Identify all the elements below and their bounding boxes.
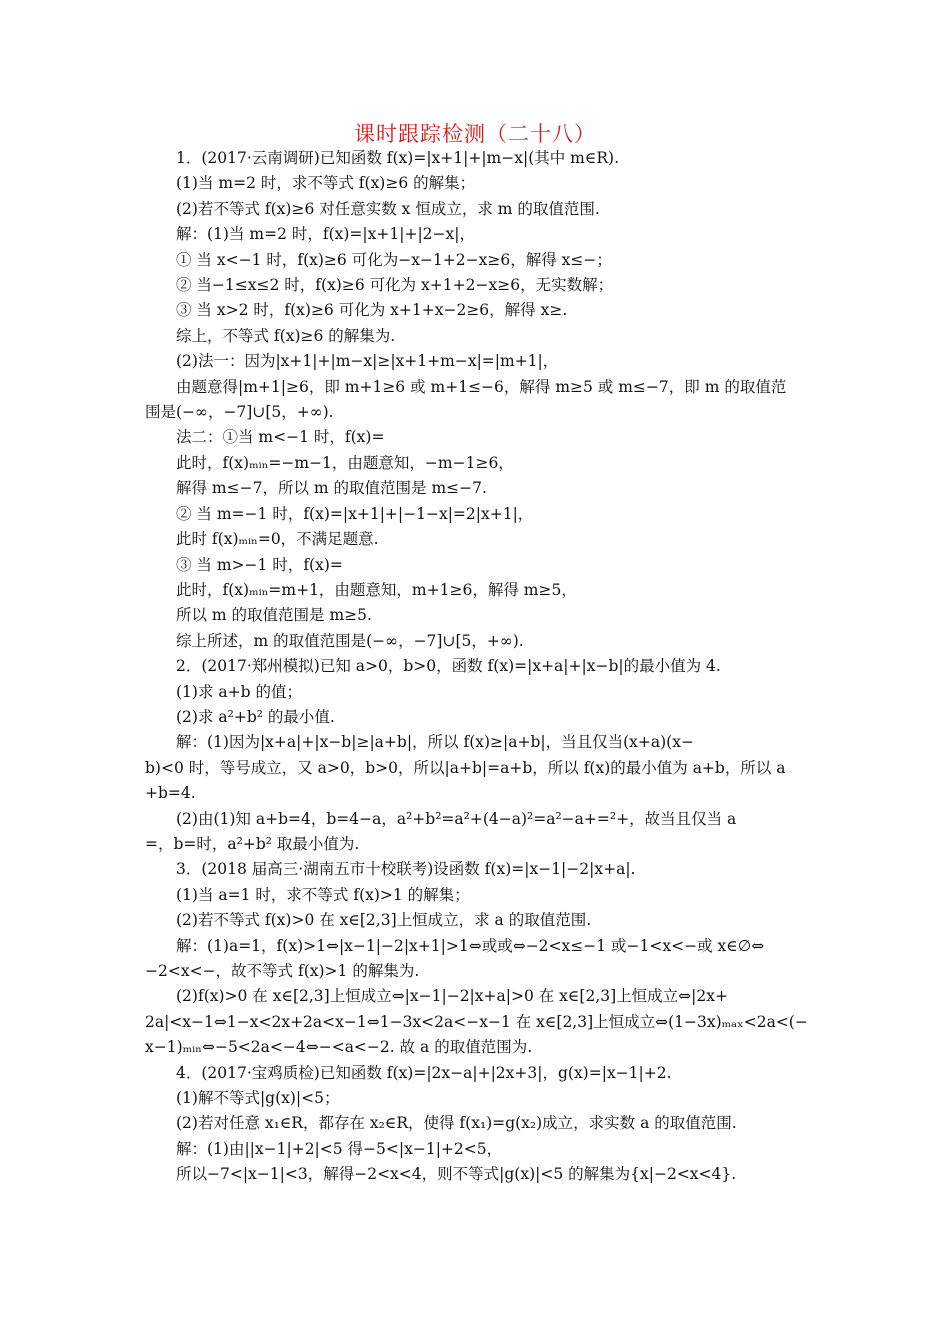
solution-line: (2)由(1)知 a+b=4，b=4−a，a²+b²=a²+(4−a)²=a²−a+=²+，故当且仅当 a (176, 809, 737, 828)
problem-2-part-1: (1)求 a+b 的值； (176, 682, 302, 701)
problem-4-part-1: (1)解不等式|g(x)|<5； (176, 1089, 340, 1108)
problem-2-statement: 2．(2017·郑州模拟)已知 a>0，b>0，函数 f(x)=|x+a|+|x−b|的最小值为 4. (176, 657, 721, 676)
solution-line: 由题意得|m+1|≥6，即 m+1≥6 或 m+1≤−6，解得 m≥5 或 m≤−7，即 m 的取值范 (176, 377, 787, 396)
problem-1-statement: 1．(2017·云南调研)已知函数 f(x)=|x+1|+|m−x|(其中 m∈R). (176, 149, 619, 167)
problem-1-part-2: (2)若不等式 f(x)≥6 对任意实数 x 恒成立，求 m 的取值范围. (176, 199, 600, 218)
solution-line: 解：(1)当 m=2 时，f(x)=|x+1|+|2−x|， (176, 225, 475, 244)
solution-line: =，b=时，a²+b² 取最小值为. (145, 834, 360, 853)
solution-line: x−1)ₘᵢₙ⇔−5<2a<−4⇔−<a<−2. 故 a 的取值范围为. (145, 1038, 533, 1057)
solution-line: 此时 f(x)ₘᵢₙ=0，不满足题意. (176, 530, 379, 549)
solution-line: 解得 m≤−7，所以 m 的取值范围是 m≤−7. (176, 479, 487, 498)
solution-line: ③ 当 x>2 时，f(x)≥6 可化为 x+1+x−2≥6，解得 x≥. (176, 301, 568, 320)
solution-line: 围是(−∞，−7]∪[5，+∞). (145, 403, 334, 422)
solution-line: 此时，f(x)ₘᵢₙ=−m−1，由题意知，−m−1≥6， (176, 453, 514, 472)
problem-3-part-2: (2)若不等式 f(x)>0 在 x∈[2,3]上恒成立，求 a 的取值范围. (176, 911, 592, 930)
problem-3-statement: 3．(2018 届高三·湖南五市十校联考)设函数 f(x)=|x−1|−2|x+a|. (176, 860, 636, 879)
solution-line: (2)法一：因为|x+1|+|m−x|≥|x+1+m−x|=|m+1|， (176, 352, 559, 371)
solution-line: 所以 m 的取值范围是 m≥5. (176, 606, 372, 625)
solution-line: 所以−7<|x−1|<3，解得−2<x<4，则不等式|g(x)|<5 的解集为{x|−2<x<4}. (176, 1165, 737, 1184)
solution-line: 综上所述，m 的取值范围是(−∞，−7]∪[5，+∞). (176, 631, 524, 650)
solution-line: (2)f(x)>0 在 x∈[2,3]上恒成立⇔|x−1|−2|x+a|>0 在 x∈[2,3]上恒成立⇔|2x+ (176, 987, 728, 1006)
solution-line: 此时，f(x)ₘᵢₙ=m+1，由题意知，m+1≥6，解得 m≥5， (176, 580, 577, 599)
problem-4-part-2: (2)若对任意 x₁∈R，都存在 x₂∈R，使得 f(x₁)=g(x₂)成立，求实数 a 的取值范围. (176, 1114, 737, 1133)
solution-line: ③ 当 m>−1 时，f(x)= (176, 555, 343, 574)
solution-line: +b=4. (145, 784, 196, 803)
solution-line: ① 当 x<−1 时，f(x)≥6 可化为−x−1+2−x≥6，解得 x≤−； (176, 250, 612, 269)
solution-line: ② 当−1≤x≤2 时，f(x)≥6 可化为 x+1+2−x≥6，无实数解； (176, 276, 614, 295)
solution-line: 解：(1)由||x−1|+2|<5 得−5<|x−1|+2<5， (176, 1139, 503, 1158)
problem-1-part-1: (1)当 m=2 时，求不等式 f(x)≥6 的解集； (176, 174, 476, 193)
solution-line: −2<x<−，故不等式 f(x)>1 的解集为. (145, 962, 420, 980)
problem-3-part-1: (1)当 a=1 时，求不等式 f(x)>1 的解集； (176, 885, 470, 904)
solution-line: 解：(1)因为|x+a|+|x−b|≥|a+b|，所以 f(x)≥|a+b|，当且仅当(x+a)(x− (176, 733, 694, 752)
solution-line: 综上，不等式 f(x)≥6 的解集为. (176, 326, 396, 345)
solution-line: 2a|<x−1⇔1−x<2x+2a<x−1⇔1−3x<2a<−x−1 在 x∈[2,3]上恒成立⇔(1−3x)ₘₐₓ<2a<(− (145, 1012, 808, 1031)
document-body (145, 146, 809, 1188)
solution-line: 解：(1)a=1，f(x)>1⇔|x−1|−2|x+1|>1⇔或或⇔−2<x≤−1 或−1<x<−或 x∈∅⇔ (176, 936, 765, 955)
problem-4-statement: 4．(2017·宝鸡质检)已知函数 f(x)=|2x−a|+|2x+3|，g(x)=|x−1|+2. (176, 1063, 672, 1082)
solution-line: 法二：①当 m<−1 时，f(x)= (176, 428, 385, 447)
page-title: 课时跟踪检测（二十八） (354, 122, 596, 146)
solution-line: b)<0 时，等号成立，又 a>0，b>0，所以|a+b|=a+b，所以 f(x)的最小值为 a+b，所以 a (145, 758, 786, 777)
solution-line: ② 当 m=−1 时，f(x)=|x+1|+|−1−x|=2|x+1|， (176, 504, 534, 523)
problem-2-part-2: (2)求 a²+b² 的最小值. (176, 707, 335, 726)
